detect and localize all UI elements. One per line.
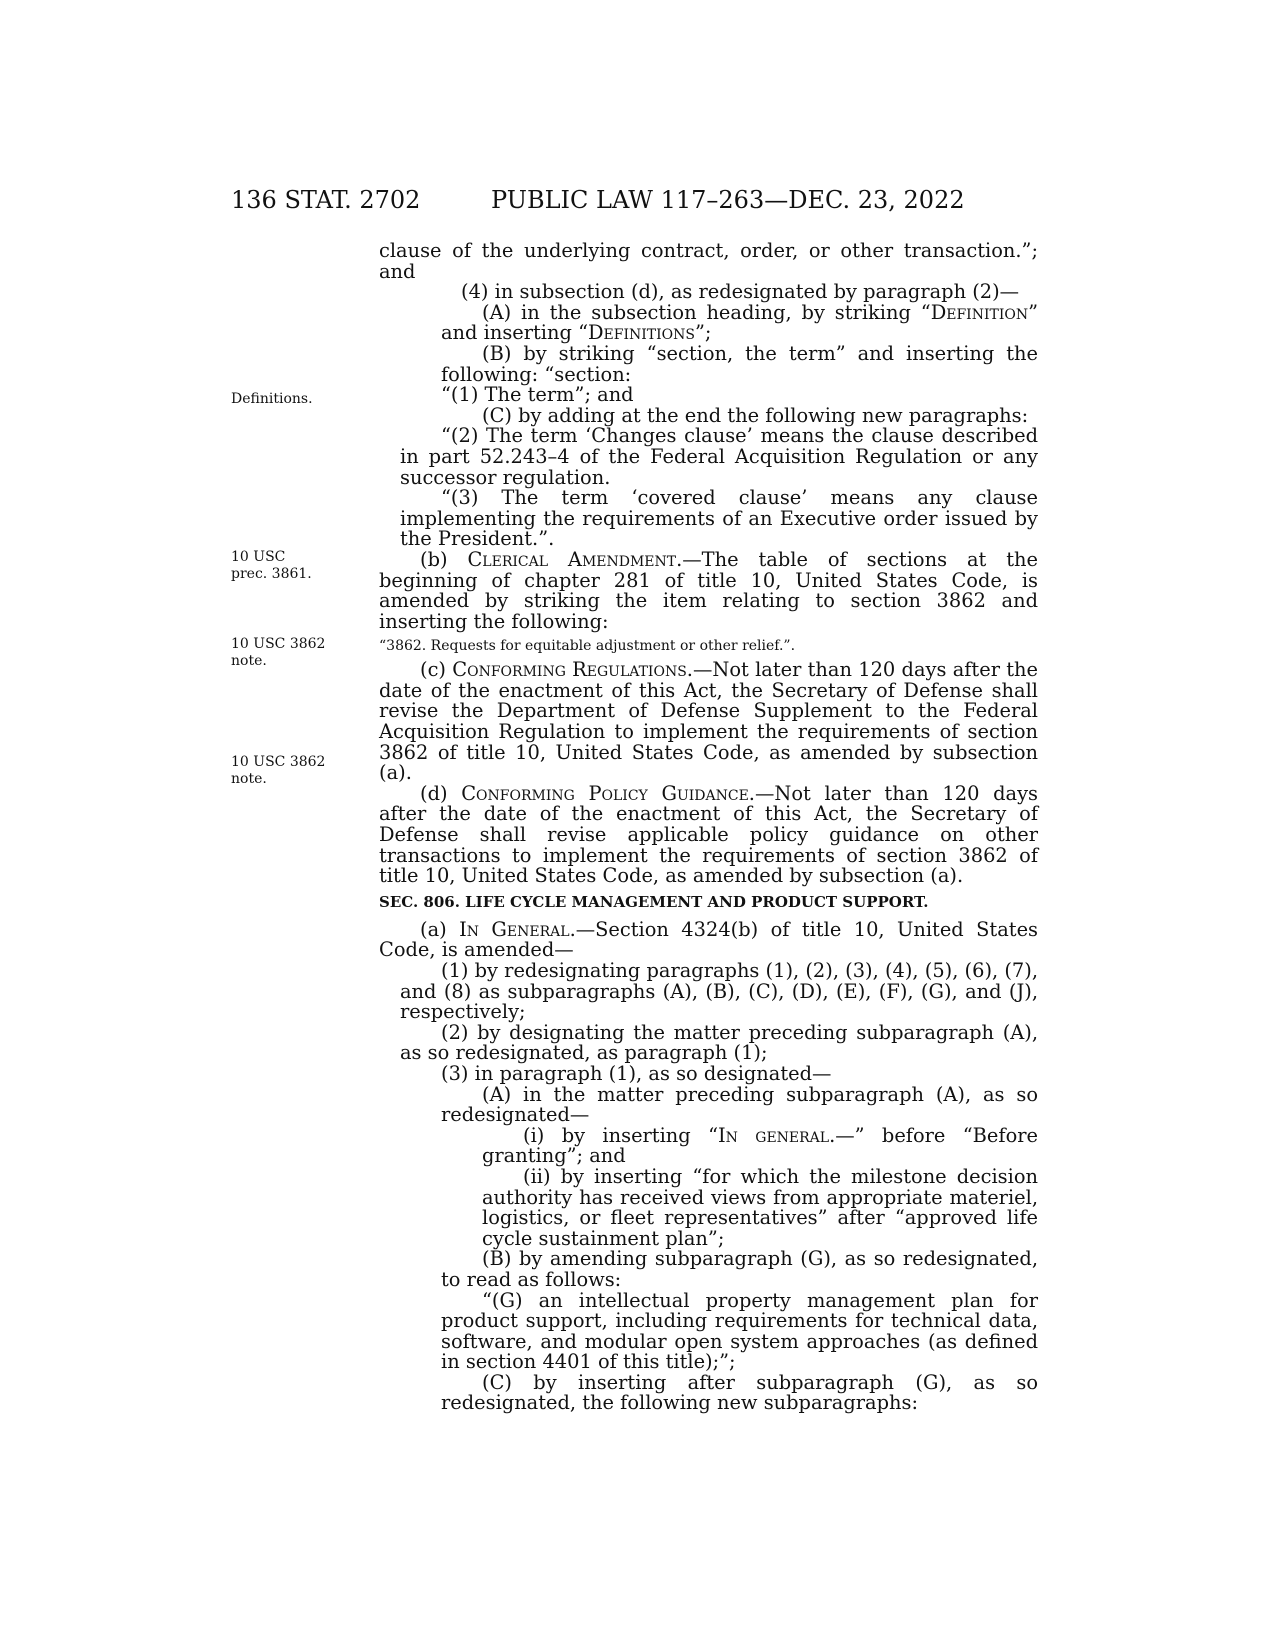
text-run: ” and inserting “: [441, 300, 1038, 345]
text-run: (a): [420, 917, 460, 941]
paragraph: (3) in paragraph (1), as so designated—: [441, 1061, 832, 1085]
paragraph: (C) by inserting after subparagraph (G), as so redesignated, the following new subparagraphs:: [441, 1370, 1038, 1415]
margin-note-line: 10 USC 3862: [231, 754, 326, 770]
margin-note-line: note.: [231, 653, 267, 669]
text-run: (b): [420, 547, 468, 571]
paragraph: (C) by adding at the end the following new paragraphs:: [482, 403, 1029, 427]
paragraph: clause of the underlying contract, order, or other transaction.”; and: [379, 239, 1038, 283]
paragraph: (B) by striking “section, the term” and inserting the following: “section:: [441, 341, 1038, 386]
small-caps-term: Definition: [930, 300, 1029, 324]
margin-note-usc-3862-note-2: [231, 754, 325, 788]
margin-note-text: Definitions.: [231, 391, 313, 407]
paragraph: (1) by redesignating paragraphs (1), (2), (3), (4), (5), (6), (7), and (8) as subparagraphs (A), (B), (C), (D), (E), (F), (G), and (J), respectively;: [400, 959, 1038, 1024]
page-running-head: PUBLIC LAW 117–263—DEC. 23, 2022: [491, 186, 965, 214]
text-run: (A) in the subsection heading, by striking “: [482, 300, 931, 324]
paragraph: [379, 917, 1038, 962]
quoted-paragraph: “(3) The term ‘covered clause’ means any clause implementing the requirements of an Executive order issued by the President.”.: [400, 486, 1038, 551]
margin-note-line: prec. 3861.: [231, 566, 312, 582]
section-heading: SEC. 806. LIFE CYCLE MANAGEMENT AND PRODUCT SUPPORT.: [379, 892, 929, 911]
paragraph: (A) in the matter preceding subparagraph (A), as so redesignated—: [441, 1082, 1038, 1127]
text-run: .—Not later than 120 days after the date of the enactment of this Act, the Secretary of Defense shall revise the Department of Defense Supplement to the Federal Acquisition Regulation to implement the requirements of section 3862 of title 10, United States Code, as amended by subsection (a).: [379, 658, 1039, 785]
paragraph: [379, 547, 1038, 633]
subsection-heading: Clerical Amendment: [467, 547, 677, 571]
text-run: ”;: [694, 321, 712, 345]
paragraph: [379, 781, 1038, 888]
text-run: .—The table of sections at the beginning of chapter 281 of title 10, United States Code, is amended by striking the item relating to section 3862 and inserting the following:: [379, 547, 1038, 633]
margin-note-usc-prec-3861: [231, 549, 312, 583]
subsection-heading: Conforming Regulations: [452, 658, 687, 682]
paragraph: “(1) The term”; and: [441, 383, 634, 407]
paragraph: [379, 1123, 1038, 1168]
quoted-paragraph: “(2) The term ‘Changes clause’ means the clause described in part 52.243–4 of the Federal Acquisition Regulation or any successor regulation.: [400, 424, 1038, 489]
page-stat-number: 136 STAT. 2702: [231, 186, 421, 214]
quoted-paragraph: “(G) an intellectual property management plan for product support, including requirements for technical data, software, and modular open system approaches (as defined in section 4401 of this title);”;: [441, 1288, 1038, 1374]
text-run: .—” before “Before granting”; and: [482, 1123, 1038, 1168]
paragraph: (B) by amending subparagraph (G), as so redesignated, to read as follows:: [441, 1247, 1038, 1291]
text-run: .—Section 4324(b) of title 10, United States Code, is amended—: [379, 917, 1038, 962]
text-run: (d): [420, 781, 462, 805]
paragraph: (2) by designating the matter preceding subparagraph (A), as so redesignated, as paragraph (1);: [400, 1020, 1038, 1065]
table-of-sections-item: “3862. Requests for equitable adjustment or other relief.”.: [379, 638, 796, 655]
margin-note-line: 10 USC: [231, 549, 286, 565]
text-run: (i) by inserting “: [523, 1123, 718, 1147]
margin-note-usc-3862-note-1: [231, 636, 325, 670]
paragraph: (4) in subsection (d), as redesignated by paragraph (2)—: [461, 280, 1020, 304]
statute-body: [379, 241, 1038, 1414]
paragraph: [379, 660, 1038, 784]
margin-note-definitions: [231, 391, 313, 408]
subsection-heading: In General: [459, 917, 570, 941]
margin-note-line: 10 USC 3862: [231, 636, 326, 652]
small-caps-term: Definitions: [587, 321, 695, 345]
small-caps-term: In general: [717, 1123, 830, 1147]
text-run: .—Not later than 120 days after the date of the enactment of this Act, the Secretary of Defense shall revise applicable policy guidance on other transactions to implement the requirements of section 3862 of title 10, United States Code, as amended by subsection (a).: [379, 781, 1038, 888]
paragraph: (ii) by inserting “for which the milestone decision authority has received views from appropriate materiel, logistics, or fleet representatives” after “approved life cycle sustainment plan”;: [482, 1164, 1038, 1250]
margin-note-line: note.: [231, 771, 267, 787]
paragraph: [379, 300, 1038, 345]
text-run: (c): [420, 658, 453, 682]
subsection-heading: Conforming Policy Guidance: [461, 781, 749, 805]
